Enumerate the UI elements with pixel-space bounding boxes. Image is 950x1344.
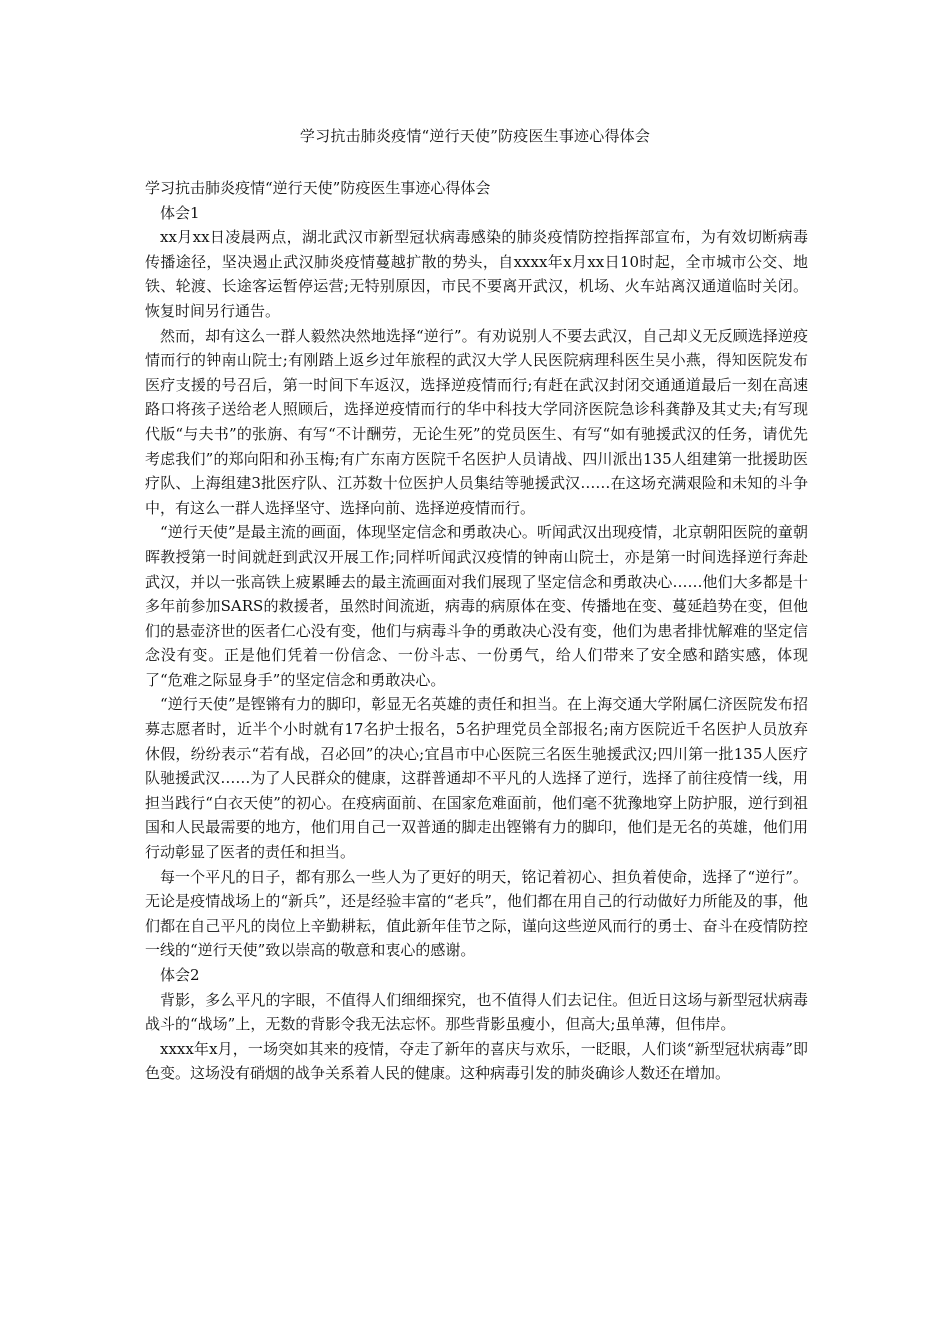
paragraph: 然而，却有这么一群人毅然决然地选择“逆行”。有劝说别人不要去武汉，自己却义无反顾选择逆疫情而行的钟南山院士;有刚踏上返乡过年旅程的武汉大学人民医院病理科医生吴小燕，得知医院发布医疗支援的号召后，第一时间下车返汉，选择逆疫情而行;有赶在武汉封闭交通通道最后一刻在高速路口将孩子送给老人照顾后，选择逆疫情而行的华中科技大学同济医院急诊科龚静及其丈夫;有写现代版“与夫书”的张旃、有写“不计酬劳，无论生死”的党员医生、有写“如有驰援武汉的任务，请优先考虑我们”的郑向阳和孙玉梅;有广东南方医院千名医护人员请战、四川派出135人组建第一批援助医疗队、上海组建3批医疗队、江苏数十位医护人员集结等驰援武汉……在这场充满艰险和未知的斗争中，有这么一群人选择坚守、选择向前、选择逆疫情而行。 [145, 326, 808, 517]
article-heading: 学习抗击肺炎疫情“逆行天使”防疫医生事迹心得体会 [145, 179, 491, 197]
section-label-2: 体会2 [160, 966, 200, 984]
paragraph: “逆行天使”是最主流的画面，体现坚定信念和勇敢决心。听闻武汉出现疫情，北京朝阳医院的童朝晖教授第一时间就赶到武汉开展工作;同样听闻武汉疫情的钟南山院士，亦是第一时间选择逆行奔赴武汉，并以一张高铁上疲累睡去的最主流画面对我们展现了坚定信念和勇敢决心……他们大多都是十多年前参加SARS的救援者，虽然时间流逝，病毒的病原体在变、传播地在变、蔓延趋势在变，但他们的悬壶济世的医者仁心没有变，他们与病毒斗争的勇敢决心没有变，他们为患者排忧解难的坚定信念没有变。正是他们凭着一份信念、一份斗志、一份勇气，给人们带来了安全感和踏实感，体现了“危难之际显身手”的坚定信念和勇敢决心。 [145, 523, 808, 689]
paragraph: xxxx年x月，一场突如其来的疫情，夺走了新年的喜庆与欢乐，一眨眼，人们谈“新型冠状病毒”即色变。这场没有硝烟的战争关系着人民的健康。这种病毒引发的肺炎确诊人数还在增加。 [145, 1039, 808, 1083]
paragraph: 背影，多么平凡的字眼，不值得人们细细探究，也不值得人们去记住。但近日这场与新型冠状病毒战斗的“战场”上，无数的背影令我无法忘怀。那些背影虽瘦小，但高大;虽单薄，但伟岸。 [145, 990, 808, 1034]
section-label-1: 体会1 [160, 203, 200, 222]
document-title: 学习抗击肺炎疫情“逆行天使”防疫医生事迹心得体会 [299, 127, 651, 145]
paragraph: xx月xx日凌晨两点，湖北武汉市新型冠状病毒感染的肺炎疫情防控指挥部宣布，为有效切断病毒传播途径，坚决遏止武汉肺炎疫情蔓越扩散的势头，自xxxx年x月xx日10时起，全市城市公交、地铁、轮渡、长途客运暂停运营;无特别原因，市民不要离开武汉，机场、火车站离汉通道临时关闭。恢复时间另行通告。 [145, 228, 808, 320]
paragraph: “逆行天使”是铿锵有力的脚印，彰显无名英雄的责任和担当。在上海交通大学附属仁济医院发布招募志愿者时，近半个小时就有17名护士报名，5名护理党员全部报名;南方医院近千名医护人员放弃休假，纷纷表示“若有战，召必回”的决心;宜昌市中心医院三名医生驰援武汉;四川第一批135人医疗队驰援武汉……为了人民群众的健康，这群普通却不平凡的人选择了逆行，选择了前往疫情一线，用担当践行“白衣天使”的初心。在疫病面前、在国家危难面前，他们毫不犹豫地穿上防护服，逆行到祖国和人民最需要的地方，他们用自己一双普通的脚走出铿锵有力的脚印，他们是无名的英雄，他们用行动彰显了医者的责任和担当。 [145, 695, 808, 862]
paragraph: 每一个平凡的日子，都有那么一些人为了更好的明天，铭记着初心、担负着使命，选择了“逆行”。无论是疫情战场上的“新兵”，还是经验丰富的“老兵”，他们都在用自己的行动做好力所能及的事，他们都在自己平凡的岗位上辛勤耕耘，值此新年佳节之际，谨向这些逆风而行的勇士、奋斗在疫情防控一线的“逆行天使”致以崇高的敬意和衷心的感谢。 [145, 867, 808, 960]
document-body [145, 176, 808, 1086]
